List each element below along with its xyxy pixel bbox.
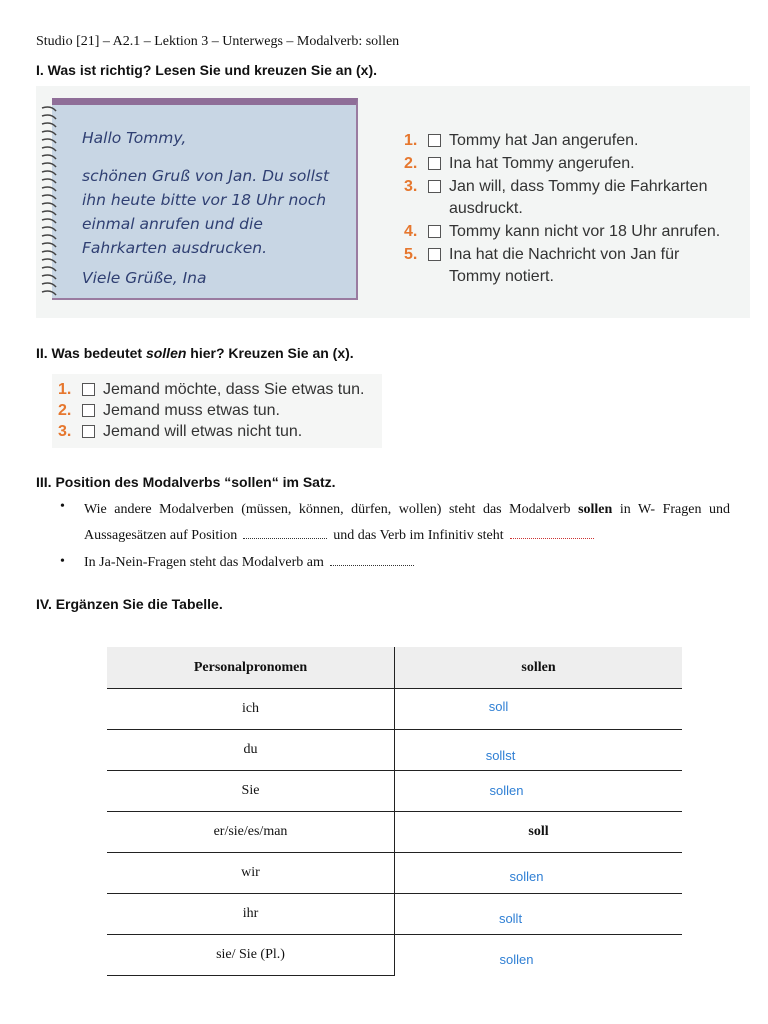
section-2-title	[36, 345, 354, 361]
option-text: Ina hat die Nachricht von Jan für Tommy notiert.	[449, 246, 680, 285]
option-number: 1.	[404, 132, 418, 149]
pronoun-cell: Sie	[107, 771, 395, 812]
filled-answer: sollen	[509, 868, 544, 884]
filled-answer: soll	[488, 698, 509, 714]
checkbox[interactable]	[82, 404, 95, 417]
option-number: 2.	[404, 155, 418, 172]
section-1-title: I. Was ist richtig? Lesen Sie und kreuzen Sie an (x).	[36, 62, 378, 78]
option-5[interactable]	[404, 244, 679, 288]
note-greeting: Hallo Tommy,	[82, 129, 187, 147]
option-text: Tommy kann nicht vor 18 Uhr anrufen.	[449, 223, 721, 240]
answer-blank[interactable]	[330, 555, 414, 566]
document-header: Studio [21] – A2.1 – Lektion 3 – Unterwegs – Modalverb: sollen	[36, 34, 400, 49]
pronoun-cell: sie/ Sie (Pl.)	[107, 935, 395, 976]
option-number: 1.	[58, 381, 72, 398]
checkbox[interactable]	[428, 180, 441, 193]
table-row	[107, 730, 682, 771]
section-2-title-end: hier? Kreuzen Sie an (x).	[186, 345, 354, 361]
option-4[interactable]	[404, 221, 720, 243]
note-line: Fahrkarten ausdrucken.	[82, 239, 268, 257]
pronoun-cell: ich	[107, 689, 395, 730]
checkbox[interactable]	[428, 248, 441, 261]
bullet-1-part-a: Wie andere Modalverben (müssen, können, dürfen, wollen) steht das Modalverb	[84, 502, 571, 517]
bullet-icon: •	[60, 499, 65, 514]
table-row	[107, 894, 682, 935]
note-line: ihn heute bitte vor 18 Uhr noch	[82, 191, 327, 209]
table-row	[107, 689, 682, 730]
table-row	[107, 853, 682, 894]
answer-blank[interactable]	[510, 528, 594, 539]
option-number: 2.	[58, 402, 72, 419]
bullet-1-part-b: in W-	[619, 502, 656, 517]
option-number: 3.	[404, 178, 418, 195]
pronoun-cell: ihr	[107, 894, 395, 935]
pronoun-cell: wir	[107, 853, 395, 894]
bullet-2-part: In Ja-Nein-Fragen steht das Modalverb am	[84, 555, 324, 570]
meaning-option-2[interactable]	[58, 400, 280, 422]
note-line: schönen Gruß von Jan. Du sollst	[82, 167, 330, 185]
pronoun-cell: er/sie/es/man	[107, 812, 395, 853]
checkbox[interactable]	[428, 157, 441, 170]
notebook-spiral-icon	[38, 104, 60, 302]
section-4-title: IV. Ergänzen Sie die Tabelle.	[36, 596, 223, 612]
section-2-title-emphasis: sollen	[145, 345, 187, 361]
meaning-option-3[interactable]	[58, 421, 302, 443]
option-1[interactable]	[404, 130, 638, 152]
header-personalpronomen: Personalpronomen	[107, 647, 395, 689]
checkbox[interactable]	[82, 425, 95, 438]
bullet-1-part-c: Fragen und Aussagesätzen auf Position	[84, 502, 730, 543]
form-cell[interactable]	[395, 771, 683, 812]
checkbox[interactable]	[428, 225, 441, 238]
filled-answer: sollt	[498, 910, 523, 926]
option-number: 4.	[404, 223, 418, 240]
section-3-title: III. Position des Modalverbs “sollen“ im Satz.	[36, 474, 336, 490]
section-2-title-start: II. Was bedeutet	[36, 345, 146, 361]
form-cell[interactable]	[395, 730, 683, 771]
pronoun-cell: du	[107, 730, 395, 771]
header-sollen: sollen	[395, 647, 683, 689]
note-signoff: Viele Grüße, Ina	[82, 269, 207, 287]
form-cell-example: soll	[395, 812, 683, 853]
option-3[interactable]	[404, 176, 707, 220]
answer-blank[interactable]	[243, 528, 327, 539]
form-cell[interactable]	[395, 894, 683, 935]
table-row	[107, 771, 682, 812]
note-line: einmal anrufen und die	[82, 215, 263, 233]
meaning-option-1[interactable]	[58, 379, 364, 401]
option-text: Tommy hat Jan angerufen.	[449, 132, 639, 149]
filled-answer: sollst	[485, 747, 516, 763]
checkbox[interactable]	[428, 134, 441, 147]
bullet-1-text	[84, 497, 730, 549]
option-text: Jemand möchte, dass Sie etwas tun.	[103, 381, 365, 398]
filled-answer: sollen	[489, 782, 524, 798]
table-header-row	[107, 647, 682, 689]
checkbox[interactable]	[82, 383, 95, 396]
bullet-2-text	[84, 550, 420, 576]
filled-answer: sollen	[499, 951, 534, 967]
option-2[interactable]	[404, 153, 635, 175]
table-row	[107, 812, 682, 853]
option-text: Jan will, dass Tommy die Fahrkarten ausdruckt.	[449, 178, 708, 217]
bullet-1-keyword: sollen	[578, 502, 613, 517]
conjugation-table	[107, 647, 682, 976]
table-row	[107, 935, 682, 976]
form-cell[interactable]	[395, 689, 683, 730]
bullet-icon: •	[60, 554, 65, 569]
form-cell[interactable]	[395, 853, 683, 894]
option-text: Jemand muss etwas tun.	[103, 402, 280, 419]
bullet-1-part-d: und das Verb im Infinitiv steht	[333, 528, 504, 543]
option-text: Jemand will etwas nicht tun.	[103, 423, 303, 440]
handwritten-note	[82, 126, 352, 290]
form-cell[interactable]	[395, 935, 683, 976]
option-number: 3.	[58, 423, 72, 440]
option-text: Ina hat Tommy angerufen.	[449, 155, 635, 172]
option-number: 5.	[404, 246, 418, 263]
